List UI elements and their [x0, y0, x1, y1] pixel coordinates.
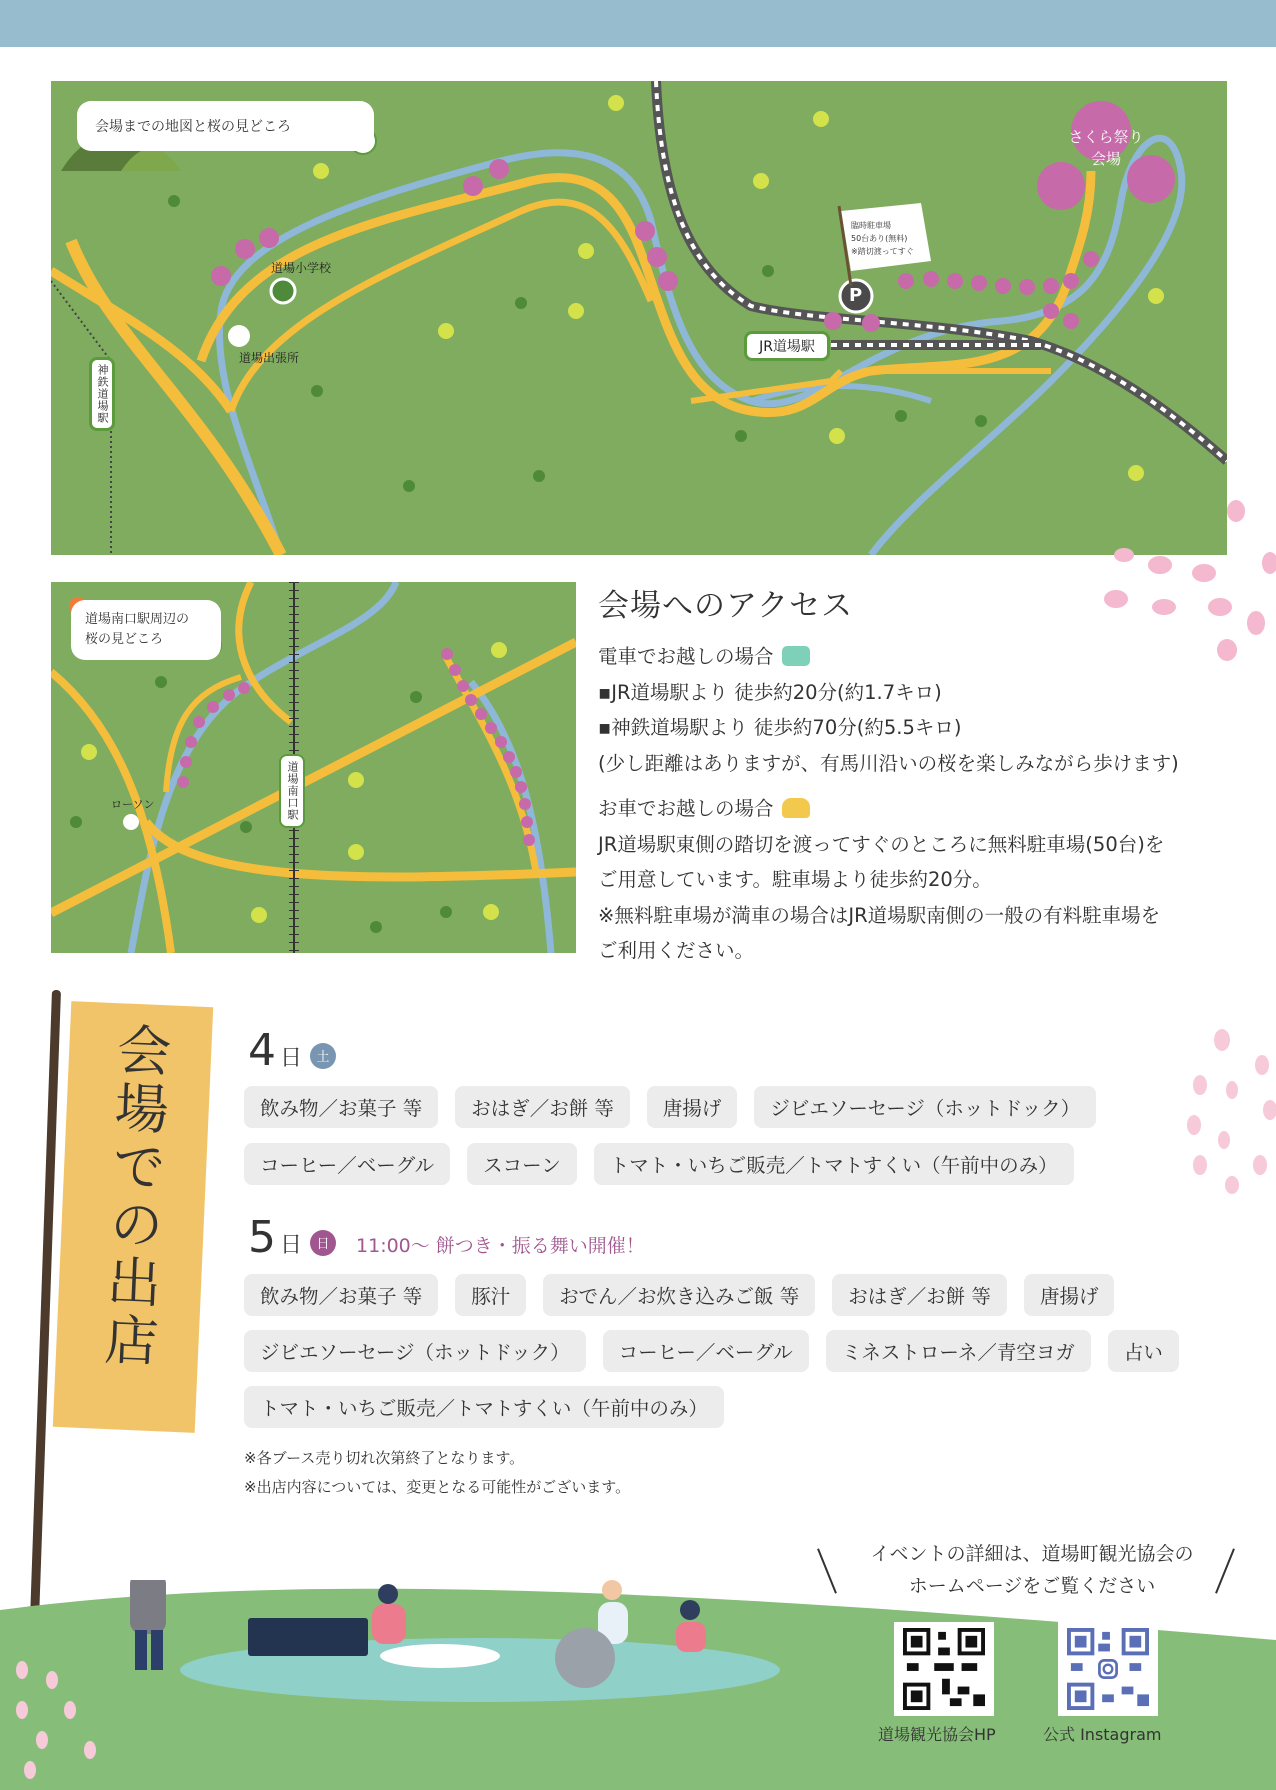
train-icon [782, 646, 810, 666]
car-title [598, 791, 1238, 827]
car-icon [782, 798, 810, 818]
day4-heading [248, 1025, 336, 1076]
jr-station-tag [744, 331, 830, 361]
qr-instagram-graphic [1064, 1628, 1152, 1710]
footnote-1: ※各ブース売り切れ次第終了となります。 [244, 1449, 525, 1467]
info-line-1: イベントの詳細は、道場町観光協会の [870, 1543, 1194, 1565]
day5-number: 5 [248, 1212, 276, 1263]
qr-code-instagram[interactable] [1058, 1622, 1158, 1716]
day5-vendors-row1 [244, 1274, 1114, 1316]
south-station-map [51, 582, 576, 953]
train-title-text: 電車でお越しの場合 [598, 645, 774, 668]
map-label-school: 道場小学校 [271, 261, 332, 275]
main-map-title-text: 会場までの地図と桜の見どころ [95, 119, 291, 135]
map-label-office: 道場出張所 [239, 351, 300, 365]
info-line-2: ホームページをご覧ください [908, 1575, 1156, 1597]
qr-caption-website: 道場観光協会HP [878, 1725, 996, 1744]
vendor-chip: スコーン [467, 1143, 577, 1185]
vendor-chip: コーヒー／ベーグル [603, 1330, 809, 1372]
main-map-graphic [51, 81, 1227, 555]
qr-code-website[interactable] [894, 1622, 994, 1716]
main-map-title [77, 101, 374, 151]
jr-station-label: JR道場駅 [759, 339, 815, 355]
south-station-label: 道場南口駅 [286, 761, 299, 821]
car-line-3: ※無料駐車場が満車の場合はJR道場駅南側の一般の有料駐車場を [598, 903, 1161, 927]
vendor-chip: ジビエソーセージ（ホットドック） [754, 1086, 1096, 1128]
train-line-3: (少し距離はありますが、有馬川沿いの桜を楽しみながら歩けます) [598, 751, 1179, 775]
vendor-chip: 豚汁 [455, 1274, 526, 1316]
festival-venue-label: さくら祭り 会場 [1068, 128, 1144, 168]
day4-vendors-row2 [244, 1143, 1074, 1185]
vendor-chip: 唐揚げ [647, 1086, 738, 1128]
vendor-chip: 占い [1108, 1330, 1179, 1372]
car-line-2: ご用意しています。駐車場より徒歩約20分。 [598, 868, 992, 891]
vendor-banner [53, 1001, 213, 1433]
map-label-lawson: ローソン [111, 798, 155, 811]
day5-vendors-row2 [244, 1330, 1179, 1372]
petals-decoration-top [1100, 495, 1276, 670]
banner-pole [30, 990, 61, 1615]
qr-caption-instagram: 公式 Instagram [1043, 1725, 1162, 1744]
car-title-text: お車でお越しの場合 [598, 797, 774, 820]
south-station-tag [279, 754, 305, 828]
vendor-chip: トマト・いちご販売／トマトすくい（午前中のみ） [244, 1386, 724, 1428]
south-map-title [71, 600, 221, 660]
day5-event-note: 11:00～ 餅つき・振る舞い開催！ [356, 1235, 645, 1257]
vendor-chip: トマト・いちご販売／トマトすくい（午前中のみ） [594, 1143, 1074, 1185]
vendor-chip: おはぎ／お餅 等 [455, 1086, 630, 1128]
top-bar [0, 0, 1276, 47]
main-access-map [51, 81, 1227, 555]
info-message [822, 1538, 1242, 1602]
vendor-chip: おはぎ／お餅 等 [832, 1274, 1007, 1316]
petals-decoration-right [1182, 1025, 1276, 1195]
day4-unit: 日 [280, 1046, 303, 1071]
vendor-chip: おでん／お炊き込みご飯 等 [543, 1274, 815, 1316]
shintetsu-station-tag [89, 357, 115, 431]
day5-vendors-row3 [244, 1386, 724, 1428]
day4-number: 4 [248, 1025, 276, 1076]
banner-text: 会場での出店 [94, 1020, 173, 1372]
south-map-title-line2: 桜の見どころ [85, 632, 164, 647]
vendor-chip: 唐揚げ [1024, 1274, 1115, 1316]
vendor-chip: 飲み物／お菓子 等 [244, 1086, 438, 1128]
qr-website-graphic [900, 1628, 988, 1710]
train-line-2: ▪神鉄道場駅より 徒歩約70分(約5.5キロ) [598, 716, 962, 739]
parking-flag-text: 臨時駐車場 50台あり(無料) ※踏切渡ってすぐ [851, 221, 914, 256]
day5-heading [248, 1212, 645, 1263]
parking-icon: P [849, 285, 863, 306]
footnote-2: ※出店内容については、変更となる可能性がございます。 [244, 1478, 631, 1496]
vendor-chip: コーヒー／ベーグル [244, 1143, 450, 1185]
access-heading: 会場へのアクセス [598, 588, 854, 624]
south-map-title-line1: 道場南口駅周辺の [85, 612, 190, 627]
car-line-4: ご利用ください。 [598, 939, 755, 962]
train-line-1: ▪JR道場駅より 徒歩約20分(約1.7キロ) [598, 680, 942, 704]
day4-weekday-badge: 土 [310, 1043, 336, 1069]
day4-vendors-row1 [244, 1086, 1096, 1128]
day5-unit: 日 [280, 1233, 303, 1258]
car-line-1: JR道場駅東側の踏切を渡ってすぐのところに無料駐車場(50台)を [598, 832, 1165, 856]
day5-weekday-badge: 日 [310, 1230, 336, 1256]
vendor-chip: 飲み物／お菓子 等 [244, 1274, 438, 1316]
shintetsu-station-label: 神鉄道場駅 [96, 364, 109, 424]
vendor-chip: ミネストローネ／青空ヨガ [826, 1330, 1091, 1372]
vendor-chip: ジビエソーセージ（ホットドック） [244, 1330, 586, 1372]
